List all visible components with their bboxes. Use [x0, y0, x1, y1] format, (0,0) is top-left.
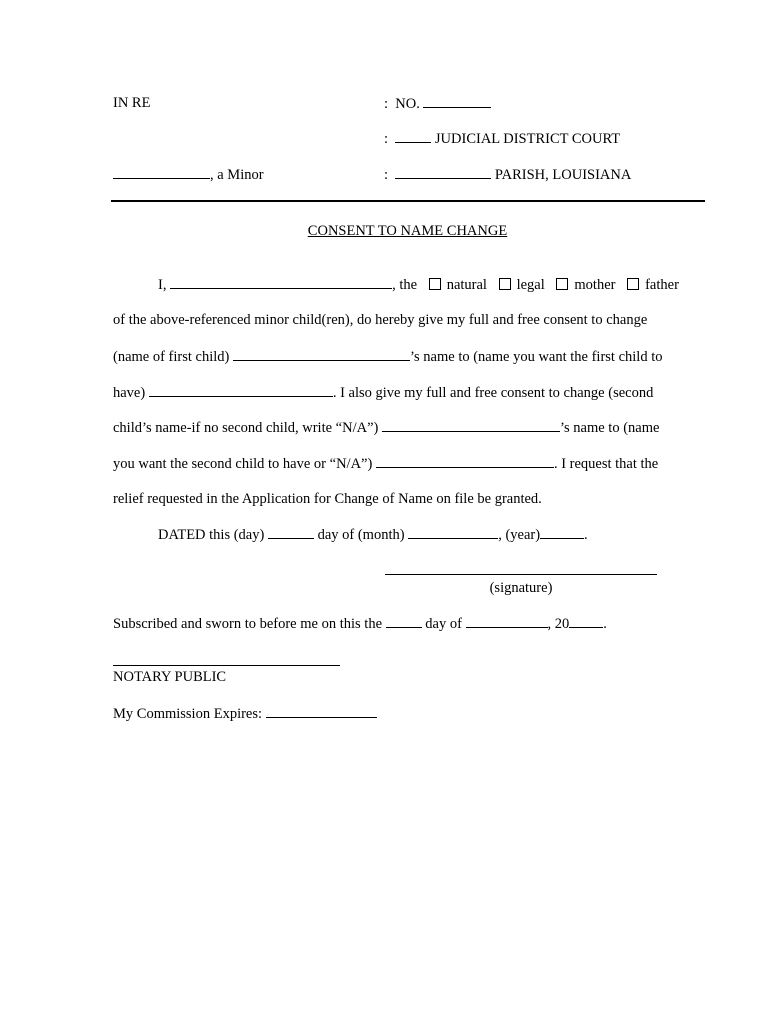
- text-second-child-want: you want the second child to have or “N/A”): [113, 456, 373, 472]
- case-number-label: NO.: [395, 96, 420, 112]
- caption-colon: :: [384, 96, 389, 112]
- legal-checkbox[interactable]: [499, 278, 511, 290]
- dated-day-label: DATED this (day): [158, 527, 265, 543]
- caption-colon: :: [384, 167, 389, 183]
- dated-month-label: day of (month): [317, 527, 405, 543]
- sworn-year-field[interactable]: [569, 614, 603, 628]
- dated-period: .: [584, 527, 588, 543]
- parish-label: PARISH, LOUISIANA: [494, 167, 632, 183]
- body-line-5: [113, 418, 659, 437]
- signature-label: (signature): [489, 580, 553, 596]
- sworn-month-field[interactable]: [466, 614, 548, 628]
- body-line-2: of the above-referenced minor child(ren), do hereby give my full and free consent to change: [113, 312, 648, 328]
- court-line: [384, 129, 620, 148]
- body-line-3: [113, 347, 662, 366]
- natural-checkbox[interactable]: [429, 278, 441, 290]
- sworn-day-field[interactable]: [386, 614, 422, 628]
- mother-checkbox[interactable]: [556, 278, 568, 290]
- dated-year-field[interactable]: [540, 525, 584, 539]
- signature-line[interactable]: [385, 574, 657, 575]
- caption-divider: [111, 200, 705, 202]
- body-line-4: [113, 383, 653, 402]
- text-name-to: ’s name to (name you want the first child to: [410, 349, 663, 365]
- sworn-label: Subscribed and sworn to before me on this the: [113, 616, 383, 632]
- father-checkbox[interactable]: [627, 278, 639, 290]
- sworn-month-label: day of: [425, 616, 462, 632]
- commission-label: My Commission Expires:: [113, 706, 263, 722]
- text-name-to-2: ’s name to (name: [559, 420, 660, 436]
- first-child-new-name-field[interactable]: [149, 383, 333, 397]
- text-first-child: (name of first child): [113, 349, 230, 365]
- body-line-1: [158, 275, 679, 294]
- first-child-name-field[interactable]: [233, 347, 410, 361]
- parish-name-field[interactable]: [395, 165, 491, 179]
- natural-label: natural: [446, 277, 487, 293]
- parent-name-field[interactable]: [170, 275, 392, 289]
- sworn-line: [113, 614, 607, 633]
- second-child-new-name-field[interactable]: [376, 454, 554, 468]
- notary-signature-line[interactable]: [113, 665, 340, 666]
- caption-colon: :: [384, 131, 389, 147]
- second-child-name-field[interactable]: [382, 418, 560, 432]
- minor-label: , a Minor: [210, 167, 264, 183]
- notary-label: NOTARY PUBLIC: [113, 669, 227, 685]
- mother-label: mother: [574, 277, 616, 293]
- court-label: JUDICIAL DISTRICT COURT: [434, 131, 621, 147]
- text-second-consent: . I also give my full and free consent to change (second: [332, 385, 654, 401]
- body-line-7: relief requested in the Application for Change of Name on file be granted.: [113, 491, 542, 507]
- case-number-line: [384, 94, 491, 113]
- text-have: have): [113, 385, 146, 401]
- text-the: , the: [392, 277, 418, 293]
- dated-line: [158, 525, 588, 544]
- minor-line: [113, 165, 264, 184]
- legal-label: legal: [516, 277, 545, 293]
- case-number-field[interactable]: [423, 94, 491, 108]
- district-number-field[interactable]: [395, 129, 431, 143]
- dated-month-field[interactable]: [408, 525, 498, 539]
- in-re-label: IN RE: [113, 95, 151, 111]
- sworn-year-label: , 20: [547, 616, 570, 632]
- text-i: I,: [158, 277, 167, 293]
- commission-line: [113, 704, 377, 723]
- dated-year-label: , (year): [498, 527, 541, 543]
- dated-day-field[interactable]: [268, 525, 314, 539]
- commission-expiry-field[interactable]: [266, 704, 377, 718]
- minor-name-field[interactable]: [113, 165, 210, 179]
- sworn-period: .: [603, 616, 607, 632]
- text-second-child: child’s name-if no second child, write “N/A”): [113, 420, 379, 436]
- body-line-6: [113, 454, 658, 473]
- text-request: . I request that the: [553, 456, 659, 472]
- parish-line: [384, 165, 631, 184]
- father-label: father: [645, 277, 679, 293]
- document-title: CONSENT TO NAME CHANGE: [307, 223, 508, 239]
